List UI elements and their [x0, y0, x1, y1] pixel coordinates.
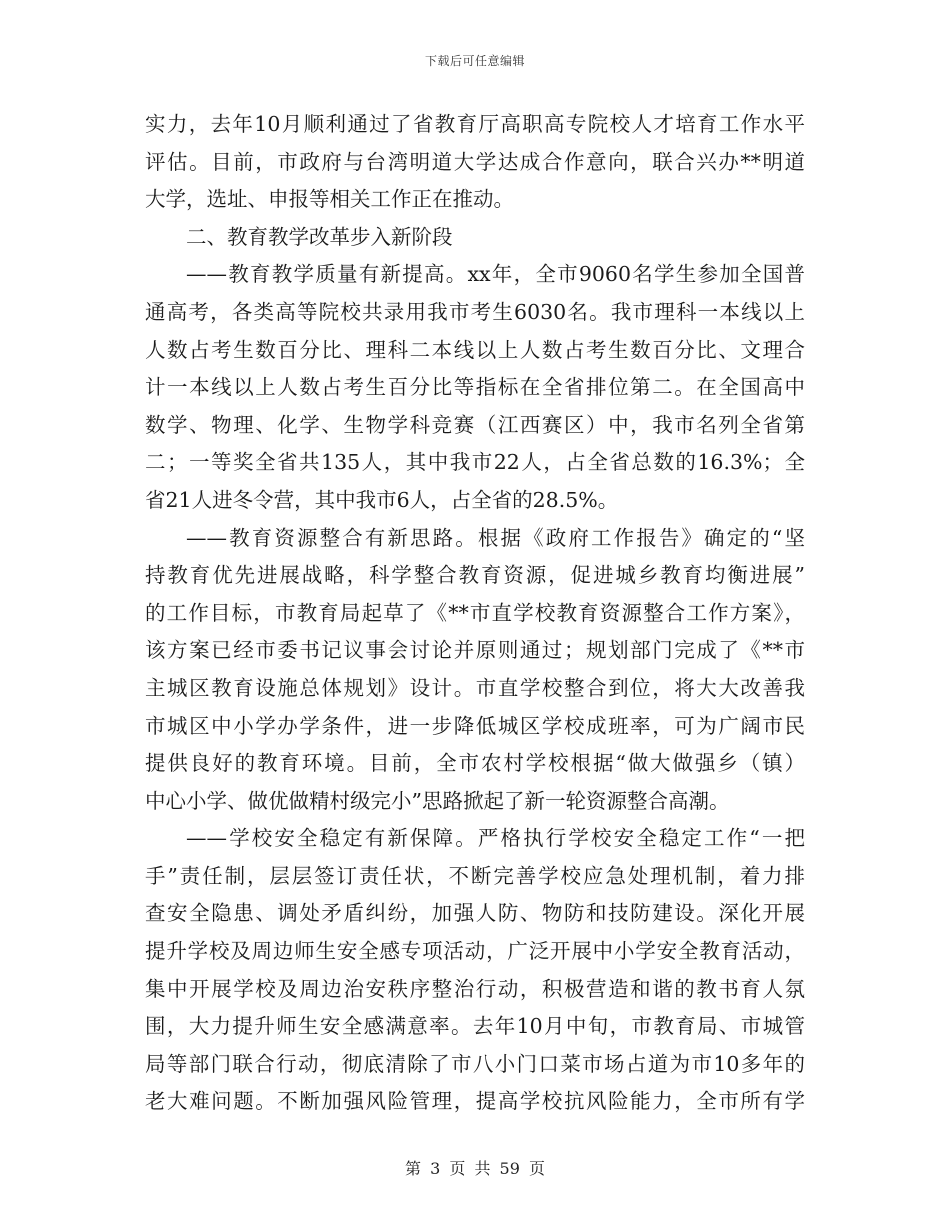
text-line: 围，大力提升师生安全感满意率。去年10月中旬，市教育局、市城管	[145, 1014, 805, 1039]
section-heading: 二、教育教学改革步入新阶段	[186, 224, 453, 249]
page-header: 下载后可任意编辑	[424, 54, 525, 68]
text-line: 提升学校及周边师生安全感专项活动，广泛开展中小学安全教育活动，	[145, 939, 805, 964]
text-line: 市城区中小学办学条件，进一步降低城区学校成班率，可为广阔市民	[145, 713, 805, 738]
text-line: 手”责任制，层层签订责任状，不断完善学校应急处理机制，着力排	[145, 863, 805, 888]
text-line: 中心小学、做优做精村级完小”思路掀起了新一轮资源整合高潮。	[145, 788, 730, 813]
text-line: 计一本线以上人数占考生百分比等指标在全省排位第二。在全国高中	[145, 375, 805, 400]
text-line: 局等部门联合行动，彻底清除了市八小门口菜市场占道为市10多年的	[145, 1051, 805, 1076]
text-line: 主城区教育设施总体规划》设计。市直学校整合到位，将大大改善我	[145, 675, 805, 700]
text-line: 持教育优先进展战略，科学整合教育资源，促进城乡教育均衡进展”	[145, 563, 805, 588]
text-line: 集中开展学校及周边治安秩序整治行动，积极营造和谐的教书育人氛	[145, 976, 805, 1001]
text-line: 省21人进冬令营，其中我市6人，占全省的28.5%。	[145, 487, 619, 512]
text-line: 数学、物理、化学、生物学科竞赛（江西赛区）中，我市名列全省第	[145, 412, 805, 437]
document-body	[145, 106, 805, 1121]
text-line: 提供良好的教育环境。目前，全市农村学校根据“做大做强乡（镇）	[145, 751, 805, 776]
page-footer: 第 3 页 共 59 页	[405, 1159, 545, 1178]
text-line: 通高考，各类高等院校共录用我市考生6030名。我市理科一本线以上	[145, 299, 805, 324]
text-line: 评估。目前，市政府与台湾明道大学达成合作意向，联合兴办**明道	[145, 149, 805, 174]
text-line: 查安全隐患、调处矛盾纠纷，加强人防、物防和技防建设。深化开展	[145, 901, 805, 926]
text-line: ——学校安全稳定有新保障。严格执行学校安全稳定工作“一把	[186, 826, 805, 851]
text-line: 实力，去年10月顺利通过了省教育厅高职高专院校人才培育工作水平	[145, 112, 805, 136]
text-line: 的工作目标，市教育局起草了《**市直学校教育资源整合工作方案》，	[145, 600, 805, 625]
text-line: ——教育资源整合有新思路。根据《政府工作报告》确定的“坚	[186, 525, 805, 550]
text-line: 大学，选址、申报等相关工作正在推动。	[145, 187, 514, 212]
text-line: 人数占考生数百分比、理科二本线以上人数占考生数百分比、文理合	[145, 337, 805, 362]
text-line: 该方案已经市委书记议事会讨论并原则通过；规划部门完成了《**市	[145, 638, 805, 663]
text-line: 二；一等奖全省共135人，其中我市22人，占全省总数的16.3%；全	[145, 450, 805, 475]
text-line: 老大难问题。不断加强风险管理，提高学校抗风险能力，全市所有学	[145, 1089, 805, 1114]
text-line: ——教育教学质量有新提高。xx年，全市9060名学生参加全国普	[186, 262, 805, 287]
